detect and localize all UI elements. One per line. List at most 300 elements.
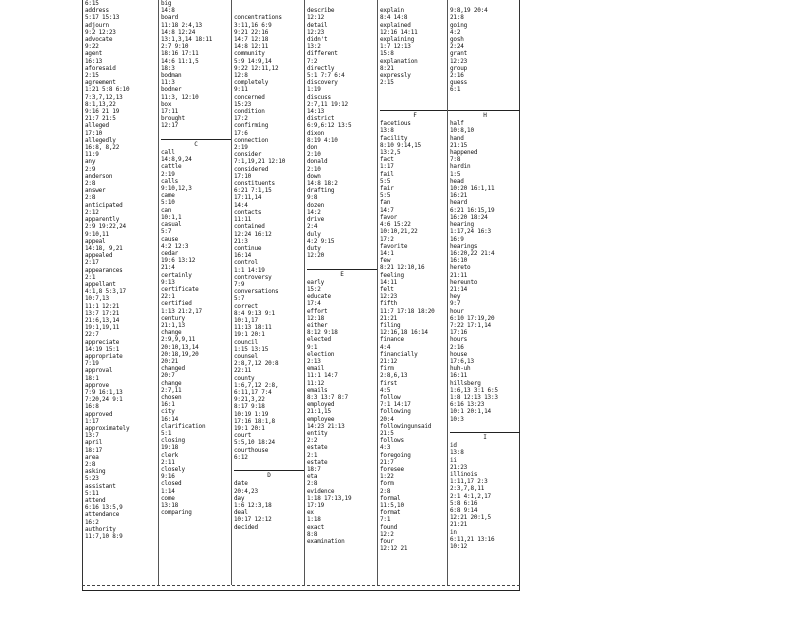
index-entry-line: district — [307, 115, 335, 123]
index-entry-line: changed — [161, 365, 185, 373]
index-entry-line: 12:20 — [307, 252, 325, 260]
index-entry-line: concerned — [234, 93, 265, 101]
index-entry-line: 1:14 — [161, 487, 175, 495]
index-entry-line: drafting — [307, 187, 335, 195]
index-entry-line: 7:1 14:17 — [380, 401, 411, 409]
index-entry-line: 17:16 — [450, 329, 468, 337]
index-column-1 — [85, 0, 155, 585]
index-entry-line: 8:1,13,22 — [85, 100, 116, 108]
index-entry-line: 4:2 — [450, 28, 461, 36]
index-entry-line: 5:11 — [85, 489, 99, 497]
index-column-5 — [380, 0, 450, 585]
index-entry-line — [234, 0, 304, 7]
section-letter-header: C — [161, 139, 231, 148]
index-entry-line: 1:17 — [85, 417, 99, 425]
index-entry-line: 9:2 12:23 — [85, 28, 116, 36]
index-entry-line: city — [161, 408, 175, 416]
index-entry-line: change — [161, 379, 182, 387]
index-entry-line — [380, 101, 450, 108]
index-entry-line: 11:1 14:7 — [307, 372, 338, 380]
index-entry-line: alleged — [85, 122, 109, 130]
index-entry-line: 9:22 12:11,12 — [234, 64, 279, 72]
index-entry-line: hillsberg — [450, 379, 481, 387]
index-entry-line: 5:23 — [85, 475, 99, 483]
index-entry-line: 3:11,16 6:9 — [234, 21, 272, 29]
index-entry-line: 19:18 — [161, 444, 179, 452]
index-entry-line: 20:21 — [161, 357, 179, 365]
index-entry-line: 16:1 — [161, 401, 175, 409]
index-entry-line: 16:20,22 21:4 — [450, 249, 495, 257]
index-entry-line: 1:19 — [307, 86, 321, 94]
index-entry-line: either — [307, 321, 328, 329]
index-entry-line: fair — [380, 185, 394, 193]
index-entry-line: 11:7 17:18 18:20 — [380, 307, 435, 315]
index-entry-line: 19:1 20:1 — [234, 331, 265, 339]
index-entry-line: 5:5,10 18:24 — [234, 439, 275, 447]
index-entry-line: evidence — [307, 487, 335, 495]
index-entry-line: 2:1 — [307, 451, 318, 459]
index-entry-line: 17:6,13 — [450, 357, 474, 365]
index-entry-line: 9:1 — [307, 343, 318, 351]
column-divider — [231, 0, 232, 585]
index-entry-line: 8:17 9:18 — [234, 403, 265, 411]
index-entry-line: 22:7 — [85, 331, 99, 339]
index-entry-line: closing — [161, 437, 185, 445]
index-entry-line: cause — [161, 235, 179, 243]
index-entry-line: 2:8 — [85, 180, 96, 188]
index-entry-line: 8:21 12:10,16 — [380, 264, 425, 272]
index-entry-line: advocate — [85, 36, 113, 44]
index-entry-line: 1:17,24 16:3 — [450, 228, 491, 236]
index-entry-line: expressly — [380, 72, 411, 80]
index-entry-line: agreement — [85, 79, 116, 87]
index-entry-line: 2:11 — [161, 458, 175, 466]
index-entry-line: 18:16 17:11 — [161, 50, 199, 58]
index-entry-line: 2:7,11 19:12 — [307, 100, 348, 108]
index-entry-line: 10:19 1:19 — [234, 410, 269, 418]
index-entry-line: 2:8,6,13 — [380, 372, 408, 380]
index-entry-line: 5:17 15:13 — [85, 14, 120, 22]
index-entry-line: 14:19 15:1 — [85, 345, 120, 353]
index-entry-line: entity — [307, 429, 328, 437]
index-entry-line: fan — [380, 199, 391, 207]
index-entry-line: 2:24 — [450, 43, 464, 51]
index-entry-line: 17:2 — [380, 235, 394, 243]
index-entry-line: 6:8 9:14 — [450, 507, 478, 515]
index-entry-line: grant — [450, 50, 468, 58]
index-entry-line: 2:17 — [85, 259, 99, 267]
index-entry-line: 10:1 20:1,14 — [450, 408, 491, 416]
index-entry-line: 1:15 13:15 — [234, 345, 269, 353]
index-entry-line: clarification — [161, 422, 206, 430]
index-entry-line: 7:3,7,12,13 — [85, 93, 123, 101]
index-entry-line: 21:5 — [380, 429, 394, 437]
index-entry-line: 1:17 — [380, 163, 394, 171]
index-entry-line: apparently — [85, 216, 120, 224]
index-entry-line: adjourn — [85, 21, 109, 29]
index-entry-line: early — [307, 278, 325, 286]
index-entry-line: 2:16 — [450, 72, 464, 80]
index-entry-line: 20:10,13,14 — [161, 343, 199, 351]
index-entry-line: 14:2 — [307, 208, 321, 216]
index-entry-line: explanation — [380, 57, 418, 65]
index-entry-line: 13:7 — [85, 432, 99, 440]
index-entry-line: explained — [380, 21, 411, 29]
index-entry-line: 17:19 — [307, 502, 325, 510]
index-entry-line: 4:3 — [380, 444, 391, 452]
index-entry-line: 2:8 — [85, 461, 96, 468]
index-entry-line — [450, 423, 520, 430]
index-entry-line: 1:13 21:2,17 — [161, 307, 202, 315]
index-entry-line: 4:2 9:15 — [307, 237, 335, 245]
index-entry-line: came — [161, 192, 175, 200]
index-entry-line: closed — [161, 480, 182, 488]
index-entry-line: going — [450, 21, 468, 29]
column-divider — [377, 0, 378, 585]
index-entry-line: considered — [234, 165, 269, 173]
index-entry-line — [234, 461, 304, 468]
index-entry-line: contacts — [234, 208, 262, 216]
index-entry-line: form — [380, 480, 394, 488]
index-entry-line: 2:7 9:10 — [161, 43, 189, 51]
index-entry-line: hearings — [450, 242, 478, 250]
index-entry-line: 6:1 — [450, 86, 461, 94]
index-entry-line: employed — [307, 401, 335, 409]
index-entry-line: four — [380, 538, 394, 546]
index-entry-line: consider — [234, 151, 262, 159]
index-entry-line: 9:10,11 — [85, 230, 109, 238]
index-entry-line: 8:10 9:14,15 — [380, 141, 421, 149]
index-entry-line: explain — [380, 7, 404, 15]
index-entry-line: 2:9 19:22,24 — [85, 223, 126, 231]
index-entry-line: 14:18, 9,21 — [85, 244, 123, 252]
index-entry-line: 12:17 — [161, 122, 179, 130]
index-entry-line: 10:12 — [450, 543, 468, 551]
index-entry-line: 6:16 13:23 — [450, 401, 485, 409]
index-entry-line: decided — [234, 523, 258, 531]
index-entry-line: 9:7 — [450, 300, 461, 308]
index-entry-line: 5:9 14:9,14 — [234, 57, 272, 65]
index-entry-line: don — [307, 144, 318, 152]
index-entry-line: huh-uh — [450, 365, 471, 373]
index-entry-line: 7:20,24 9:1 — [85, 396, 123, 404]
index-entry-line: court — [234, 432, 252, 440]
index-entry-line: aforesaid — [85, 64, 116, 72]
index-entry-line: filing — [380, 321, 401, 329]
index-entry-line: 2:2 — [307, 437, 318, 445]
index-entry-line: 2:15 — [85, 72, 99, 80]
index-entry-line: 6:11,21 13:16 — [450, 535, 495, 543]
index-entry-line: 16:21 — [450, 192, 468, 200]
index-entry-line: contained — [234, 223, 265, 231]
index-entry-line: approximately — [85, 424, 130, 432]
index-entry-line: 12:21 20:1,5 — [450, 514, 491, 522]
index-entry-line: 7:9 — [234, 280, 245, 288]
index-entry-line: 10:20 16:1,11 — [450, 185, 495, 193]
index-entry-line: address — [85, 7, 109, 15]
index-entry-line: 11:3 — [161, 79, 175, 87]
index-entry-line: donald — [307, 158, 328, 166]
index-entry-line: 1:5 — [450, 170, 461, 178]
index-entry-line: box — [161, 100, 172, 108]
index-entry-line: confirming — [234, 122, 269, 130]
index-entry-line: 16:2 — [85, 518, 99, 526]
index-entry-line: control — [234, 259, 258, 267]
index-entry-line: following — [380, 408, 411, 416]
index-entry-line: authority — [85, 525, 116, 533]
section-letter-header: I — [450, 432, 520, 441]
index-entry-line: board — [161, 14, 179, 22]
index-entry-line: estate — [307, 458, 328, 466]
index-entry-line: 14:8 18:2 — [307, 180, 338, 188]
index-entry-line: 8:12 9:18 — [307, 329, 338, 337]
index-entry-line: 9:11 — [234, 86, 248, 94]
index-entry-line: happened — [450, 149, 478, 157]
index-entry-line: day — [234, 494, 245, 502]
index-entry-line: followingunsaid — [380, 422, 432, 430]
index-entry-line: 2:8 — [85, 194, 96, 202]
index-entry-line: 21:11 — [450, 271, 468, 279]
index-entry-line: 7:19 — [85, 360, 99, 368]
index-entry-line: 7:9 16:1,13 — [85, 388, 123, 396]
index-entry-line: 14:8,9,24 — [161, 156, 192, 164]
bottom-rule — [82, 585, 520, 588]
index-entry-line: any — [85, 158, 96, 166]
index-entry-line: 5:1 7:7 6:4 — [307, 72, 345, 80]
index-entry-line: 13:18 — [161, 502, 179, 510]
index-entry-line: 4:6 15:22 — [380, 221, 411, 229]
index-entry-line: 12:23 — [450, 57, 468, 65]
index-entry-line: fifth — [380, 300, 398, 308]
index-entry-line: 2:8 — [380, 487, 391, 495]
index-entry-line: century — [161, 314, 185, 322]
index-entry-line: 16:14 — [234, 252, 252, 260]
index-entry-line: 12:16,18 16:14 — [380, 329, 428, 337]
index-column-3 — [234, 0, 304, 585]
index-entry-line: estate — [307, 444, 328, 452]
index-entry-line: 2:7,11 — [161, 386, 182, 394]
index-entry-line: formal — [380, 494, 401, 502]
index-entry-line: approval — [85, 367, 113, 375]
left-margin-rule — [82, 0, 83, 590]
index-entry-line: in — [450, 528, 457, 536]
index-entry-line: hand — [450, 134, 464, 142]
index-entry-line: 14:11 — [380, 278, 398, 286]
index-entry-line: 8:8 — [307, 530, 318, 538]
index-entry-line: 2:4 — [307, 223, 318, 231]
index-entry-line: heard — [450, 199, 468, 207]
index-entry-line: discuss — [307, 93, 331, 101]
index-entry-line: follows — [380, 437, 404, 445]
index-entry-line: 10:1,1 — [161, 213, 182, 221]
index-entry-line: 17:4 — [307, 300, 321, 308]
index-entry-line: 2:1 4:1,2,17 — [450, 492, 491, 500]
index-entry-line: 18:1 — [85, 374, 99, 382]
index-entry-line: house — [450, 350, 468, 358]
index-entry-line: 22:11 — [234, 367, 252, 375]
index-entry-line: 21:1,15 — [307, 408, 331, 416]
index-entry-line: 10:10,21,22 — [380, 228, 418, 236]
index-entry-line: bodner — [161, 86, 182, 94]
index-entry-line: 2:16 — [450, 343, 464, 351]
index-entry-line: 16:20 18:24 — [450, 213, 488, 221]
index-entry-line: fact — [380, 156, 394, 164]
index-entry-line: 14:13 — [307, 108, 325, 116]
index-entry-line: 21:21 — [450, 521, 468, 529]
index-entry-line: 17:10 — [234, 172, 252, 180]
index-entry-line: 13:2 — [307, 43, 321, 51]
index-entry-line: 14:23 21:13 — [307, 422, 345, 430]
index-entry-line: 9:22 — [85, 43, 99, 51]
index-entry-line: 2:15 — [380, 79, 394, 87]
index-entry-line: fail — [380, 170, 394, 178]
index-entry-line: certificate — [161, 285, 199, 293]
index-entry-line: 12:12 21 — [380, 545, 408, 553]
index-entry-line: examination — [307, 538, 345, 546]
index-entry-line: closely — [161, 466, 185, 473]
index-entry-line: 17:11,14 — [234, 194, 262, 202]
index-entry-line: 2:13 — [307, 357, 321, 365]
index-entry-line: 9:13 — [161, 278, 175, 286]
index-entry-line: 12:24 16:12 — [234, 230, 272, 238]
index-entry-line: 5:7 — [234, 295, 245, 303]
index-entry-line: 9:8,19 20:4 — [450, 7, 488, 15]
index-entry-line: 16:10 — [450, 257, 468, 265]
index-entry-line: 2:19 — [234, 144, 248, 152]
index-entry-line: 8:3 13:7 8:7 — [307, 393, 348, 401]
index-entry-line: different — [307, 50, 338, 58]
index-entry-line: illinois — [450, 471, 478, 478]
index-entry-line: correct — [234, 302, 258, 310]
index-entry-line: 21:14 — [450, 285, 468, 293]
index-entry-line: 11:9 — [85, 151, 99, 159]
index-entry-line: 6:15 — [85, 0, 99, 7]
index-entry-line: community — [234, 50, 265, 58]
index-entry-line: completely — [234, 79, 269, 87]
index-entry-line: 9:8 — [307, 194, 318, 202]
index-entry-line: cattle — [161, 163, 182, 171]
index-entry-line: email — [307, 365, 325, 373]
index-entry-line: 5:5 — [380, 177, 391, 185]
index-entry-line: 19:1 20:1 — [234, 424, 265, 432]
index-entry-line: bodman — [161, 72, 182, 80]
index-entry-line: 2:9 — [85, 165, 96, 173]
index-entry-line: detail — [307, 21, 328, 29]
index-column-4 — [307, 0, 377, 585]
index-entry-line: clerk — [161, 451, 179, 459]
index-entry-line: appearances — [85, 266, 123, 274]
index-entry-line: 8:4 14:8 — [380, 14, 408, 22]
index-entry-line: 1:7 12:13 — [380, 43, 411, 51]
index-entry-line: hereunto — [450, 278, 478, 286]
index-entry-line: gosh — [450, 36, 464, 44]
index-entry-line: half — [450, 120, 464, 128]
index-entry-line: 6:9,6:12 13:5 — [307, 122, 352, 130]
section-letter-header: F — [380, 110, 450, 119]
index-entry-line: 14:8 — [161, 7, 175, 15]
index-entry-line: feeling — [380, 271, 404, 279]
index-entry-line: 1:22 — [380, 473, 394, 481]
index-entry-line: 8:4 9:13 9:1 — [234, 309, 275, 317]
index-entry-line: favor — [380, 213, 398, 221]
index-entry-line: 9:16 21 19 — [85, 108, 120, 116]
index-page — [82, 0, 520, 591]
index-entry-line: 2:19 — [161, 170, 175, 178]
index-entry-line: hey — [450, 293, 461, 301]
index-entry-line: 12:18 — [307, 314, 325, 322]
index-entry-line: 5:8 6:16 — [450, 499, 478, 507]
index-entry-line: 8:21 — [380, 64, 394, 72]
index-entry-line: 17:6 — [234, 129, 248, 137]
index-entry-line: 5:1 — [161, 429, 172, 437]
index-entry-line: can — [161, 206, 172, 214]
index-entry-line: 16:14 — [161, 415, 179, 423]
index-entry-line: 13:7 17:21 — [85, 309, 120, 317]
index-entry-line: ii — [450, 456, 457, 464]
index-entry-line: first — [380, 379, 398, 387]
column-divider — [447, 0, 448, 585]
index-entry-line: 12:8 — [234, 72, 248, 80]
index-entry-line: 21:21 — [380, 314, 398, 322]
index-entry-line: 21:15 — [450, 141, 468, 149]
index-entry-line: employee — [307, 415, 335, 423]
index-entry-line: appreciate — [85, 338, 120, 346]
index-entry-line: 2:8,7,12 20:8 — [234, 360, 279, 368]
index-entry-line: eta — [307, 473, 318, 481]
index-entry-line: 12:12 — [307, 14, 325, 22]
index-entry-line: big — [161, 0, 172, 7]
index-entry-line: continue — [234, 244, 262, 252]
index-entry-line: 15:8 — [380, 50, 394, 58]
index-entry-line: 1:6 12:3,18 — [234, 502, 272, 510]
index-entry-line: elected — [307, 336, 331, 344]
index-entry-line: follow — [380, 393, 401, 401]
index-entry-line: down — [307, 172, 321, 180]
index-entry-line: finance — [380, 336, 404, 344]
index-entry-line: appealed — [85, 252, 113, 260]
index-entry-line: 10:7,13 — [85, 295, 109, 303]
index-entry-line: few — [380, 257, 391, 265]
index-entry-line: casual — [161, 221, 182, 229]
index-entry-line: 16:8 — [85, 403, 99, 411]
index-entry-line: 13:8 — [450, 449, 464, 457]
index-entry-line: 4:2 12:3 — [161, 242, 189, 250]
index-entry-line: anticipated — [85, 201, 123, 209]
index-entry-line: courthouse — [234, 446, 269, 454]
index-entry-line: 12:2 — [380, 530, 394, 538]
index-entry-line: 7:8 — [450, 156, 461, 164]
index-entry-line: 18:3 — [161, 64, 175, 72]
index-entry-line: favorite — [380, 242, 408, 250]
index-entry-line: 2:9,9,9,11 — [161, 336, 196, 344]
index-entry-line: ex — [307, 509, 314, 517]
index-entry-line: 14:6 11:1,5 — [161, 57, 199, 65]
index-entry-line: 10:3 — [450, 415, 464, 423]
index-entry-line: exact — [307, 523, 325, 531]
index-entry-line: 10:8,10 — [450, 127, 474, 135]
index-entry-line: hour — [450, 307, 464, 315]
index-entry-line: 14:8 12:11 — [234, 43, 269, 51]
index-entry-line: foregoing — [380, 451, 411, 459]
index-entry-line: didn't — [307, 36, 328, 44]
index-entry-line: 11:18 2:4,13 — [161, 21, 202, 29]
index-entry-line: 12:23 — [307, 28, 325, 36]
index-entry-line: 15:2 — [307, 285, 321, 293]
index-entry-line: 6:10 17:19,20 — [450, 314, 495, 322]
index-entry-line: 21:12 — [380, 357, 398, 365]
index-entry-line: head — [450, 177, 464, 185]
index-entry-line: 1:11,17 2:3 — [450, 478, 488, 486]
